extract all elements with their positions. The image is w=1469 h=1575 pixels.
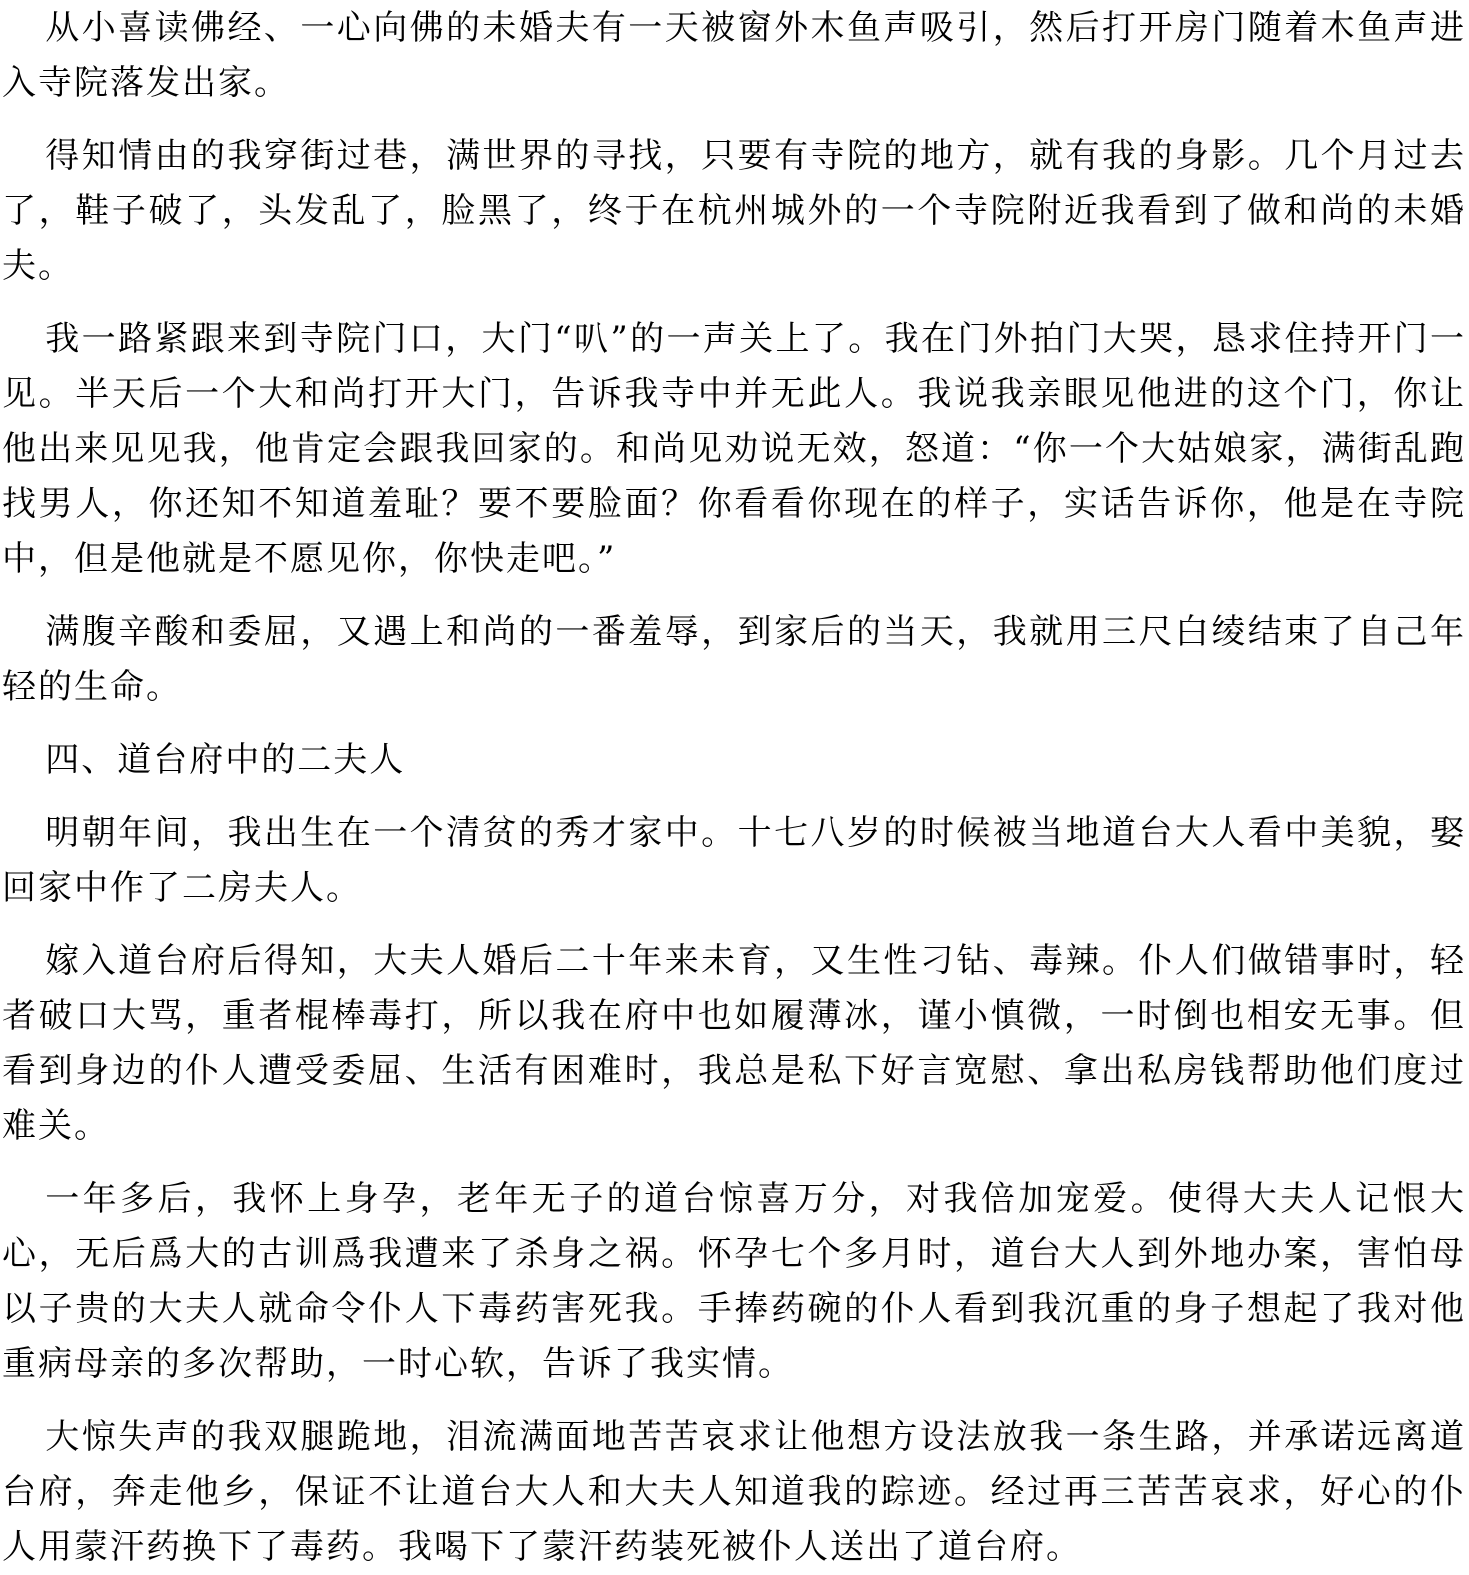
paragraph-7: 一年多后，我怀上身孕，老年无子的道台惊喜万分，对我倍加宠爱。使得大夫人记恨大心，无后爲大的古训爲我遭来了杀身之祸。怀孕七个多月时，道台大人到外地办案，害怕母以子贵的大夫人就命令仆人下毒药害死我。手捧药碗的仆人看到我沉重的身子想起了我对他重病母亲的多次帮助，一时心软，告诉了我实情。 (2, 1179, 1466, 1384)
paragraph-5: 明朝年间，我出生在一个清贫的秀才家中。十七八岁的时候被当地道台大人看中美貌，娶回家中作了二房夫人。 (2, 813, 1466, 908)
paragraph-4: 满腹辛酸和委屈，又遇上和尚的一番羞辱，到家后的当天，我就用三尺白绫结束了自己年轻的生命。 (2, 612, 1466, 707)
paragraph-2: 得知情由的我穿街过巷，满世界的寻找，只要有寺院的地方，就有我的身影。几个月过去了，鞋子破了，头发乱了，脸黑了，终于在杭州城外的一个寺院附近我看到了做和尚的未婚夫。 (2, 136, 1466, 286)
paragraph-8: 大惊失声的我双腿跪地，泪流满面地苦苦哀求让他想方设法放我一条生路，并承诺远离道台府，奔走他乡，保证不让道台大人和大夫人知道我的踪迹。经过再三苦苦哀求，好心的仆人用蒙汗药换下了毒药。我喝下了蒙汗药装死被仆人送出了道台府。 (2, 1417, 1466, 1567)
paragraph-3: 我一路紧跟来到寺院门口，大门“叭”的一声关上了。我在门外拍门大哭，恳求住持开门一见。半天后一个大和尚打开大门，告诉我寺中并无此人。我说我亲眼见他进的这个门，你让他出来见见我，他肯定会跟我回家的。和尚见劝说无效，怒道：“你一个大姑娘家，满街乱跑找男人，你还知不知道羞耻？要不要脸面？你看看你现在的样子，实话告诉你，他是在寺院中，但是他就是不愿见你，你快走吧。” (2, 319, 1466, 579)
section-heading: 四、道台府中的二夫人 (45, 740, 406, 780)
paragraph-1: 从小喜读佛经、一心向佛的未婚夫有一天被窗外木鱼声吸引，然后打开房门随着木鱼声进入寺院落发出家。 (2, 8, 1466, 103)
paragraph-6: 嫁入道台府后得知，大夫人婚后二十年来未育，又生性刁钻、毒辣。仆人们做错事时，轻者破口大骂，重者棍棒毒打，所以我在府中也如履薄冰，谨小慎微，一时倒也相安无事。但看到身边的仆人遭受委屈、生活有困难时，我总是私下好言宽慰、拿出私房钱帮助他们度过难关。 (2, 941, 1466, 1146)
